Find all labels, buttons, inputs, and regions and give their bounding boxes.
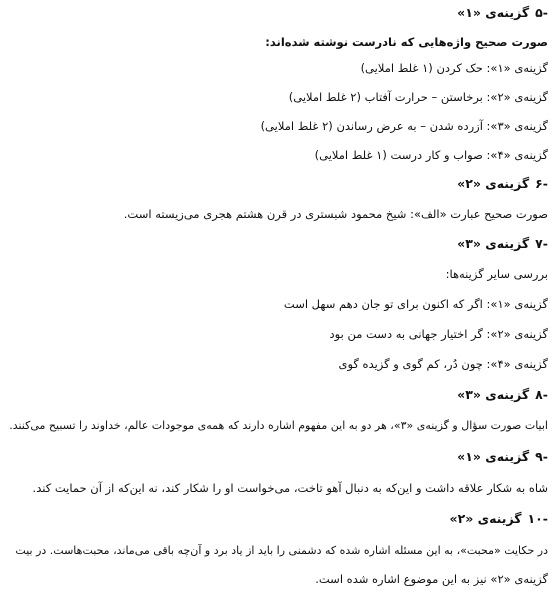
q6-number: -۶ <box>535 176 548 191</box>
q9-answer: گزینه‌ی «۱» <box>457 449 530 464</box>
q5-answer: گزینه‌ی «۱» <box>457 5 530 20</box>
q7-number: -۷ <box>535 236 548 251</box>
q7-item-2: گزینه‌ی «۲»: گر اختیار جهانی به دست من بود <box>329 327 548 341</box>
q7-intro: بررسی سایر گزینه‌ها: <box>445 267 548 281</box>
q5-number: -۵ <box>535 5 548 20</box>
q8-number: -۸ <box>535 387 548 402</box>
q5-item-2: گزینه‌ی «۲»: برخاستن – حرارت آفتاب (۲ غلط املایی) <box>288 90 548 104</box>
q9-heading <box>8 449 548 465</box>
q10-number: -۱۰ <box>527 511 548 526</box>
q9-number: -۹ <box>535 449 548 464</box>
q7-answer: گزینه‌ی «۳» <box>457 236 530 251</box>
q7-item-1: گزینه‌ی «۱»: اگر که اکنون برای تو جان دهم سهل است <box>283 297 548 311</box>
q8-heading <box>8 387 548 403</box>
q10-text-line-1: در حکایت «محبت»، به این مسئله اشاره شده که دشمنی را باید از یاد برد و آن‌چه باقی می‌ماند، محبت‌هاست. در بیت <box>15 544 548 557</box>
q10-text-line-2: گزینه‌ی «۲» نیز به این موضوع اشاره شده است. <box>315 572 548 586</box>
q5-item-3: گزینه‌ی «۳»: آزرده شدن – به عرض رساندن (۲ غلط املایی) <box>260 119 548 133</box>
q5-heading <box>8 5 548 21</box>
q7-item-3: گزینه‌ی «۴»: چون دُر، کم گوی و گزیده گوی <box>338 357 548 371</box>
q6-text: صورت صحیح عبارت «الف»: شیخ محمود شبستری در قرن هشتم هجری می‌زیسته است. <box>123 207 548 221</box>
q6-answer: گزینه‌ی «۲» <box>457 176 530 191</box>
q6-heading <box>8 176 548 192</box>
q5-intro: صورت صحیح واژه‌هایی که نادرست نوشته شده‌اند: <box>265 35 548 49</box>
q10-answer: گزینه‌ی «۲» <box>449 511 522 526</box>
q8-answer: گزینه‌ی «۳» <box>457 387 530 402</box>
q10-heading <box>8 511 548 527</box>
q9-text: شاه به شکار علاقه داشت و این‌که به دنبال آهو تاخت، می‌خواست او را شکار کند، نه این‌که از آن حمایت کند. <box>32 481 548 495</box>
q5-item-1: گزینه‌ی «۱»: حک کردن (۱ غلط املایی) <box>360 61 548 75</box>
q8-text: ابیات صورت سؤال و گزینه‌ی «۳»، هر دو به این مفهوم اشاره دارند که همه‌ی موجودات عالم، خداوند را تسبیح می‌کنند. <box>9 419 548 432</box>
q7-heading <box>8 236 548 252</box>
q5-item-4: گزینه‌ی «۴»: صواب و کار درست (۱ غلط املایی) <box>314 148 548 162</box>
